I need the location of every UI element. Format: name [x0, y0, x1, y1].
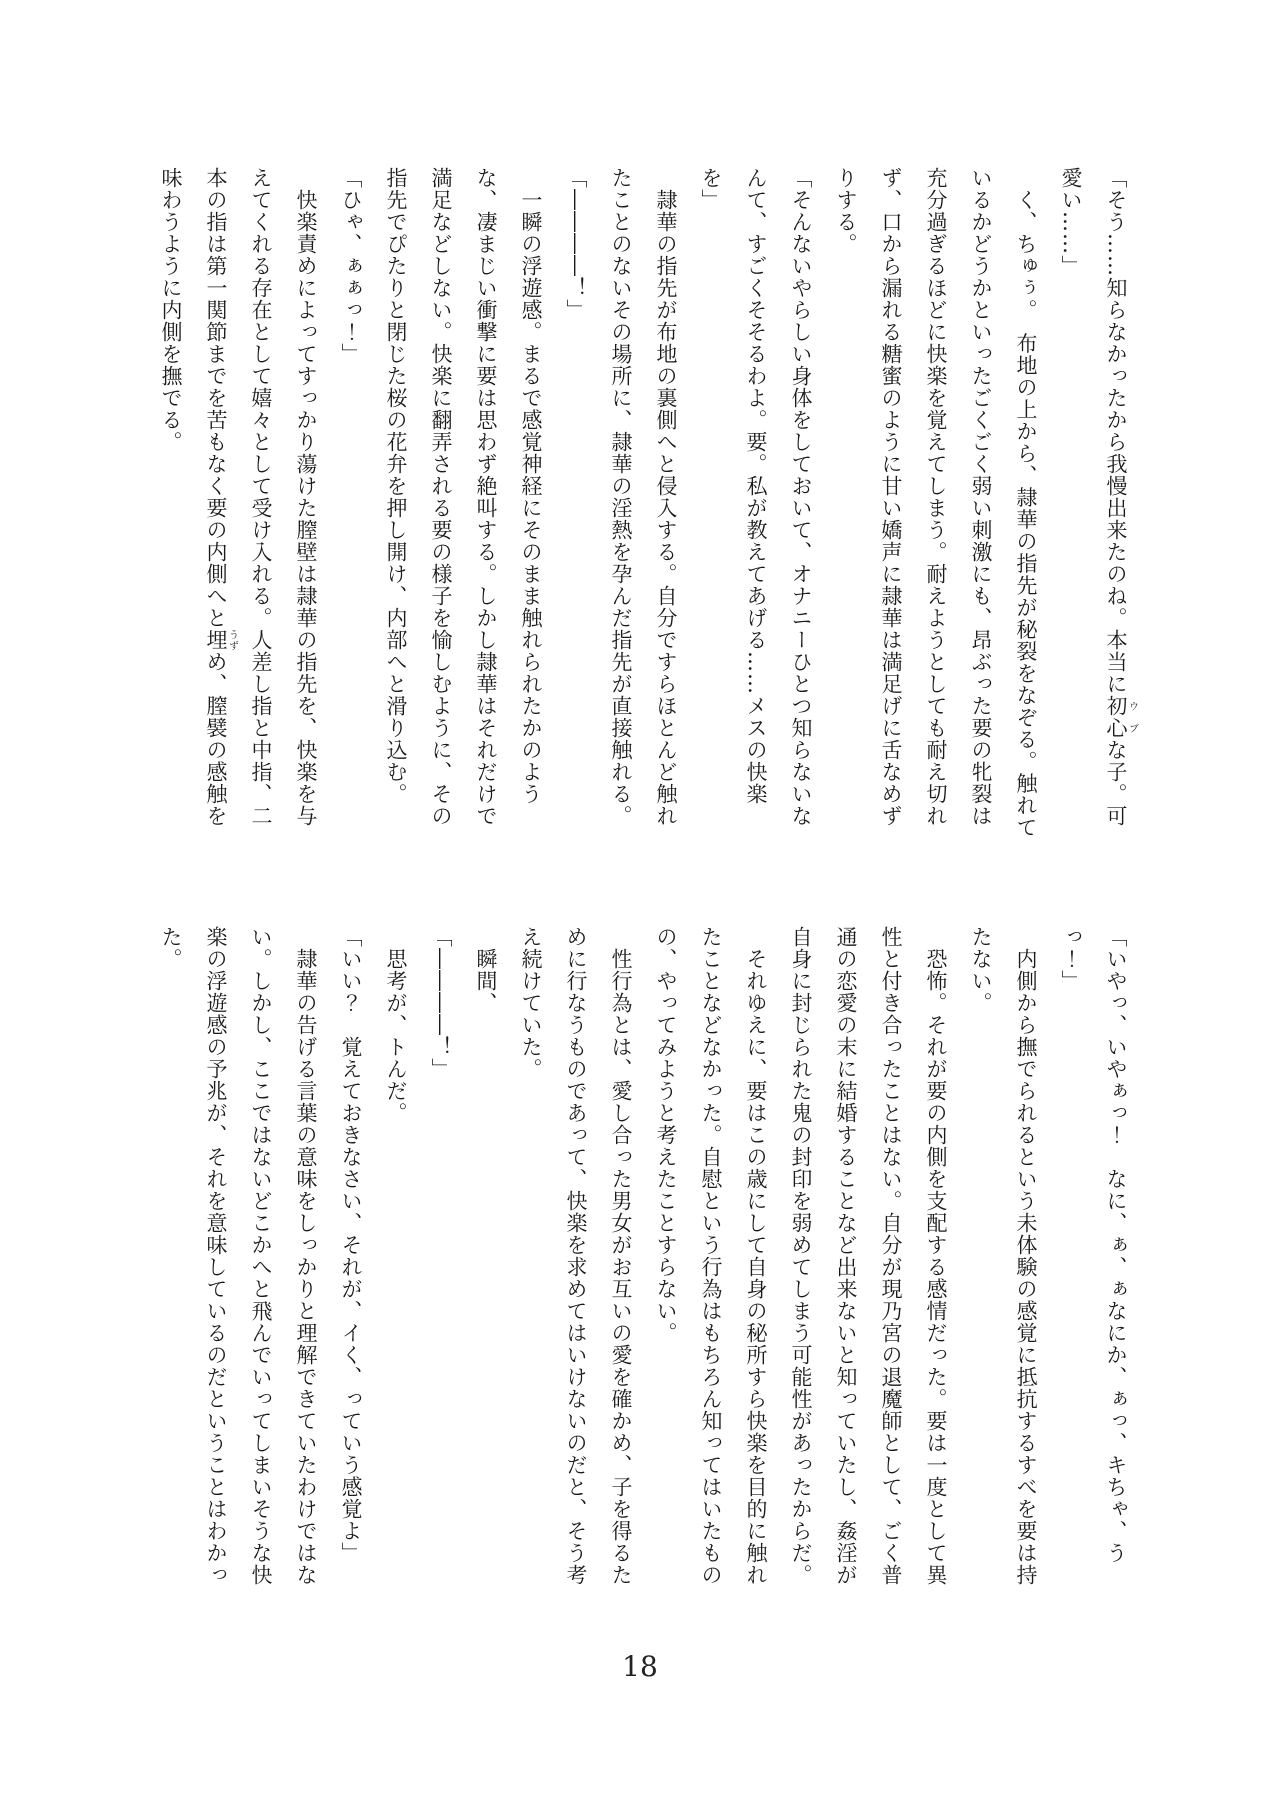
text-line: たことのないその場所に、隷華の淫熱を孕んだ指先が直接触れる。 [609, 167, 633, 827]
text-line: たない。 [969, 926, 993, 1014]
text-line: めに行なうものであって、快楽を求めてはいけないのだと、そう考 [564, 926, 588, 1586]
text-line: な、凄まじい衝撃に要は思わず絶叫する。しかし隷華はそれだけで [474, 167, 498, 827]
text-line: 「ひゃ、ぁぁっ！」 [339, 167, 363, 365]
text-line: 思考が、トんだ。 [384, 948, 408, 1124]
text-line: 本の指は第一関節までを苦もなく要の内側へと埋うずめ、膣襞の感触を [204, 167, 238, 827]
ruby-annotation: 埋うず [204, 629, 238, 651]
text-line: 一瞬の浮遊感。まるで感覚神経にそのまま触れられたかのよう [519, 189, 543, 805]
text-line: んて、すごくそそるわよ。要。私が教えてあげる……メスの快楽 [744, 167, 768, 805]
text-line: 性行為とは、愛し合った男女がお互いの愛を確かめ、子を得るた [609, 948, 633, 1586]
text-line: 恐怖。それが要の内側を支配する感情だった。要は一度として異 [924, 948, 948, 1586]
text-line: 性と付き合ったことはない。自分が現乃宮の退魔師として、ごく普 [879, 926, 903, 1586]
text-block-bottom [148, 926, 1138, 1626]
text-line: を」 [699, 167, 723, 211]
text-line: 味わうように内側を撫でる。 [159, 167, 183, 453]
text-line: 自身に封じられた鬼の封印を弱めてしまう可能性があったからだ。 [789, 926, 813, 1586]
text-line: 充分過ぎるほどに快楽を覚えてしまう。耐えようとしても耐え切れ [924, 167, 948, 827]
text-line: 満足などしない。快楽に翻弄される要の様子を愉しむように、その [429, 167, 453, 827]
text-line: ず、口から漏れる糖蜜のように甘い嬌声に隷華は満足げに舌なめず [879, 167, 903, 827]
text-line: 「――――！」 [429, 926, 453, 1080]
text-line: 瞬間、 [474, 948, 498, 1014]
text-line: 指先でぴたりと閉じた桜の花弁を押し開け、内部へと滑り込む。 [384, 167, 408, 805]
text-line: 隷華の指先が布地の裏側へと侵入する。自分ですらほとんど触れ [654, 189, 678, 827]
text-line: い。しかし、ここではないどこかへと飛んでいってしまいそうな快 [249, 926, 273, 1586]
text-line: それゆえに、要はこの歳にして自身の秘所すら快楽を目的に触れ [744, 948, 768, 1586]
text-line: く、ちゅぅ。 布地の上から、隷華の指先が秘裂をなぞる。触れて [1014, 189, 1038, 839]
page-number: 18 [622, 1650, 658, 1683]
text-line: 「そう……知らなかったから我慢出来たのね。本当に初心ウブな子。可 [1104, 167, 1138, 827]
text-line: 「いい？ 覚えておきなさい、それが、イく、っていう感覚よ」 [339, 926, 363, 1564]
text-line: の、やってみようと考えたことすらない。 [654, 926, 678, 1344]
text-line: 楽の浮遊感の予兆が、それを意味しているのだということはわかっ [204, 926, 228, 1586]
text-line: いるかどうかといったごくごく弱い刺激にも、昂ぶった要の牝裂は [969, 167, 993, 827]
text-line: 内側から撫でられるという未体験の感覚に抵抗するすべを要は持 [1014, 948, 1038, 1586]
text-line: っ！」 [1059, 926, 1083, 992]
text-line: た。 [159, 926, 183, 970]
text-line: りする。 [834, 167, 858, 255]
text-line: 愛い……」 [1059, 167, 1083, 277]
text-block-top [148, 167, 1138, 867]
text-line: 「いやっ、いやぁっ！ なに、ぁ、ぁなにか、ぁっ、キちゃ、う [1104, 926, 1128, 1564]
text-line: 「――――！」 [564, 167, 588, 321]
text-line: 隷華の告げる言葉の意味をしっかりと理解できていたわけではな [294, 948, 318, 1586]
text-line: 通の恋愛の末に結婚することなど出来ないと知っていたし、姦淫が [834, 926, 858, 1586]
text-line: 快楽責めによってすっかり蕩けた膣壁は隷華の指先を、快楽を与 [294, 189, 318, 827]
text-line: 「そんないやらしい身体をしておいて、オナニーひとつ知らないな [789, 167, 813, 827]
text-line: たことなどなかった。自慰という行為はもちろん知ってはいたもの [699, 926, 723, 1586]
text-line: えてくれる存在として嬉々として受け入れる。人差し指と中指、二 [249, 167, 273, 827]
ruby-annotation: 初心ウブ [1104, 695, 1138, 739]
text-line: え続けていた。 [519, 926, 543, 1080]
